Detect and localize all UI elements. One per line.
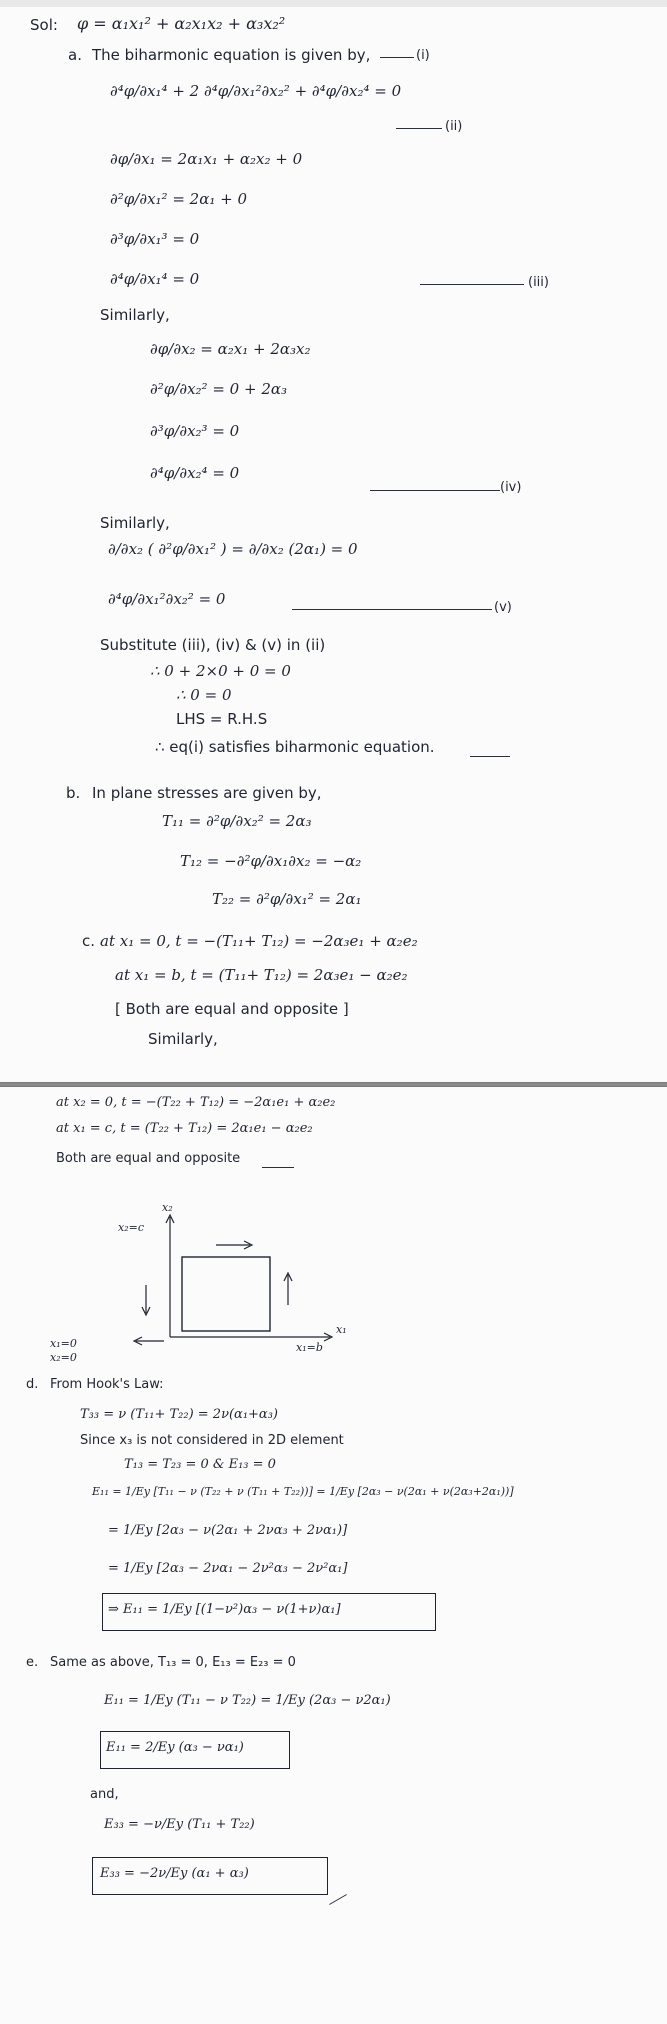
shear-zero-line: T₁₃ = T₂₃ = 0 & E₁₃ = 0 (124, 1457, 276, 1472)
rule-tag-5 (292, 609, 492, 610)
strain-e11-final-d: ⇒ E₁₁ = 1/Ey [(1−ν²)α₃ − ν(1+ν)α₁] (108, 1602, 341, 1617)
mixed-derivative-1: ∂/∂x₂ ( ∂²φ/∂x₁² ) = ∂/∂x₂ (2α₁) = 0 (108, 540, 358, 558)
equal-opposite-note-2: Both are equal and opposite (56, 1151, 241, 1166)
strain-e11-step-e: E₁₁ = 1/Ey (T₁₁ − ν T₂₂) = 1/Ey (2α₃ − ν2α₁) (104, 1693, 391, 1708)
equal-opposite-note-1: [ Both are equal and opposite ] (115, 1000, 349, 1018)
conclusion-part-a: ∴ eq(i) satisfies biharmonic equation. (155, 738, 435, 756)
similarly-1: Similarly, (100, 306, 170, 324)
eq-tag-4: (iv) (500, 480, 522, 495)
stress-t33: T₃₃ = ν (T₁₁+ T₂₂) = 2ν(α₁+α₃) (80, 1407, 278, 1422)
part-a-label: a. (68, 46, 82, 64)
diagram-x1b-label: x₁=b (296, 1341, 323, 1354)
fourth-derivative-x2: ∂⁴φ/∂x₂⁴ = 0 (150, 464, 240, 482)
stress-t22: T₂₂ = ∂²φ/∂x₁² = 2α₁ (212, 890, 362, 908)
rule-tag-1 (380, 57, 414, 58)
rule-tag-4 (370, 490, 500, 491)
strain-e33-final: E₃₃ = −2ν/Ey (α₁ + α₃) (100, 1866, 249, 1881)
strain-e33-step: E₃₃ = −ν/Ey (T₁₁ + T₂₂) (104, 1817, 255, 1832)
traction-x2-zero: at x₂ = 0, t = −(T₂₂ + T₁₂) = −2α₁e₁ + α₂e₂ (56, 1095, 336, 1110)
similarly-3: Similarly, (148, 1030, 218, 1048)
diagram-x10-label: x₁=0 (50, 1337, 77, 1350)
lhs-equals-rhs: LHS = R.H.S (176, 710, 268, 728)
boundary-diagram-svg (40, 1187, 370, 1367)
hooks-law-intro: From Hook's Law: (50, 1377, 164, 1392)
part-c-label: c. (82, 932, 96, 950)
traction-x2-c: at x₁ = c, t = (T₂₂ + T₁₂) = 2α₁e₁ − α₂e₂ (56, 1121, 313, 1136)
sol-label: Sol: (30, 16, 58, 34)
strain-e11-final-e: E₁₁ = 2/Ey (α₃ − να₁) (106, 1740, 244, 1755)
substitution-result-1: ∴ 0 + 2×0 + 0 = 0 (150, 662, 291, 680)
eq-tag-3: (iii) (528, 275, 549, 290)
phi-definition: φ = α₁x₁² + α₂x₁x₂ + α₃x₂² (77, 14, 286, 33)
part-b-intro: In plane stresses are given by, (92, 784, 322, 802)
traction-x1-zero: at x₁ = 0, t = −(T₁₁+ T₁₂) = −2α₃e₁ + α₂e₂ (100, 932, 418, 950)
diagram-x2c-label: x₂=c (118, 1221, 144, 1234)
second-derivative-x1: ∂²φ/∂x₁² = 2α₁ + 0 (110, 190, 248, 208)
boundary-diagram (40, 1187, 370, 1367)
strain-e11-step-3: = 1/Ey [2α₃ − 2να₁ − 2ν²α₃ − 2ν²α₁] (108, 1561, 348, 1576)
rule-tag-3 (420, 284, 524, 285)
part-d-label: d. (26, 1377, 39, 1392)
eq-tag-5: (v) (494, 600, 512, 615)
fourth-derivative-x1: ∂⁴φ/∂x₁⁴ = 0 (110, 270, 200, 288)
and-label: and, (90, 1787, 119, 1802)
mixed-derivative-2: ∂⁴φ/∂x₁²∂x₂² = 0 (108, 590, 226, 608)
rule-tag-2 (396, 128, 442, 129)
third-derivative-x2: ∂³φ/∂x₂³ = 0 (150, 422, 240, 440)
since-2d-note: Since x₃ is not considered in 2D element (80, 1433, 344, 1448)
diagram-x1-label: x₁ (336, 1323, 347, 1336)
first-derivative-x2: ∂φ/∂x₂ = α₂x₁ + 2α₃x₂ (150, 340, 311, 358)
note-underline (262, 1167, 294, 1168)
end-mark (329, 1894, 347, 1905)
traction-x1-b: at x₁ = b, t = (T₁₁+ T₁₂) = 2α₃e₁ − α₂e₂ (115, 966, 408, 984)
second-derivative-x2: ∂²φ/∂x₂² = 0 + 2α₃ (150, 380, 288, 398)
similarly-2: Similarly, (100, 514, 170, 532)
strain-e11-step-2: = 1/Ey [2α₃ − ν(2α₁ + 2να₃ + 2να₁)] (108, 1523, 348, 1538)
stress-t12: T₁₂ = −∂²φ/∂x₁∂x₂ = −α₂ (180, 852, 362, 870)
third-derivative-x1: ∂³φ/∂x₁³ = 0 (110, 230, 200, 248)
part-e-label: e. (26, 1655, 39, 1670)
part-a-intro: The biharmonic equation is given by, (92, 46, 371, 64)
eq-tag-1: (i) (416, 48, 430, 63)
element-square (182, 1257, 270, 1331)
eq-tag-2: (ii) (445, 119, 463, 134)
strain-e11-step-1: E₁₁ = 1/Ey [T₁₁ − ν (T₂₂ + ν (T₁₁ + T₂₂))] = 1/Ey [2α₃ − ν(2α₁ + ν(2α₃+2α₁))] (92, 1485, 514, 1498)
diagram-x2-label: x₂ (162, 1201, 173, 1214)
page-top-strip (0, 0, 667, 7)
substitute-line: Substitute (iii), (iv) & (v) in (ii) (100, 636, 326, 654)
part-b-label: b. (66, 784, 81, 802)
substitution-result-2: ∴ 0 = 0 (176, 686, 232, 704)
first-derivative-x1: ∂φ/∂x₁ = 2α₁x₁ + α₂x₂ + 0 (110, 150, 303, 168)
diagram-x20-label: x₂=0 (50, 1351, 77, 1364)
conclusion-underline (470, 756, 510, 757)
part-e-intro: Same as above, T₁₃ = 0, E₁₃ = E₂₃ = 0 (50, 1655, 296, 1670)
stress-t11: T₁₁ = ∂²φ/∂x₂² = 2α₃ (162, 812, 312, 830)
biharmonic-equation: ∂⁴φ/∂x₁⁴ + 2 ∂⁴φ/∂x₁²∂x₂² + ∂⁴φ/∂x₂⁴ = 0 (110, 82, 402, 100)
solution-page-2 (0, 1086, 667, 2024)
